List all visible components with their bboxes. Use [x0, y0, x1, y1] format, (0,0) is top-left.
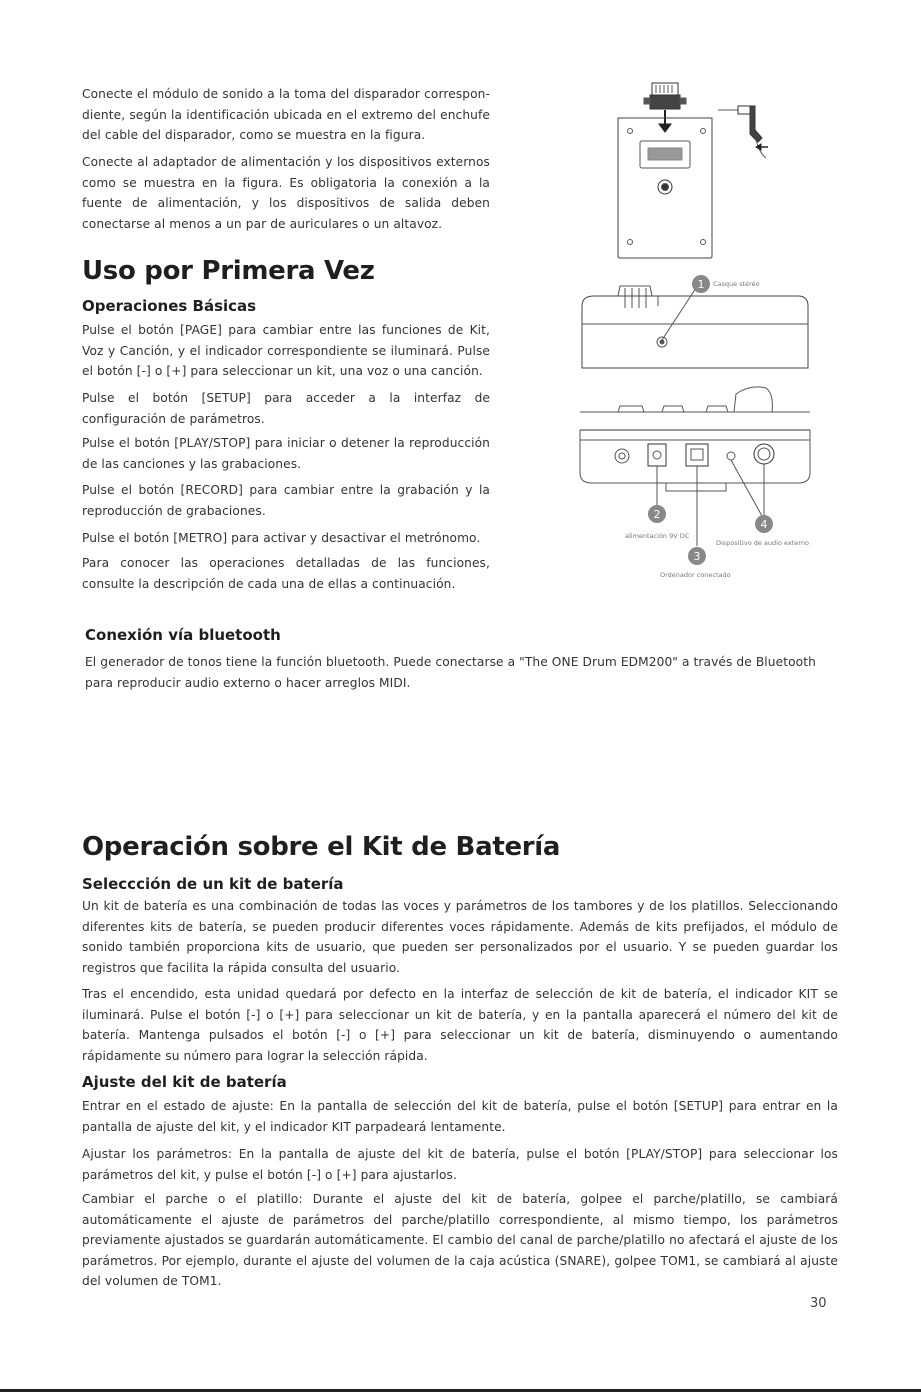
bottom-rule	[0, 1389, 921, 1392]
basic-ops-paragraph-2: Pulse el botón [SETUP] para acceder a la interfaz de configuración de parámetros.	[82, 391, 490, 426]
section-title-kit-operation: Operación sobre el Kit de Batería	[82, 832, 561, 862]
intro-paragraph-1: Conecte el módulo de sonido a la toma del disparador correspon-diente, según la identificación ubicada en el extremo del enchufe del cable del disparador, como se muestra en la figura.	[82, 87, 490, 142]
kit-selection-paragraph-1: Un kit de batería es una combinación de todas las voces y parámetros de los tambores y de los platillos. Seleccionando diferentes kits de batería, se pueden producir diferentes voces rápidamente. Además de kits prefijados, el módulo de sonido también proporciona kits de usuario, que pueden ser personalizados por el usuario. Y se pueden guardar los registros que facilita la rápida consulta del usuario.	[82, 899, 838, 975]
audio-plug-icon	[718, 106, 768, 158]
svg-text:Casque stéréo: Casque stéréo	[713, 280, 760, 288]
kit-selection-paragraph-2: Tras el encendido, esta unidad quedará por defecto en la interfaz de selección de kit de batería, el indicador KIT se iluminará. Pulse el botón [-] o [+] para seleccionar un kit de batería, y en la pantalla aparecerá el número del kit de batería. Mantenga pulsados el botón [-] o [+] para seleccionar un kit de batería, disminuyendo o aumentando rápidamente su número para lograr la selección rápida.	[82, 987, 838, 1063]
connection-diagram	[570, 78, 830, 588]
svg-text:4: 4	[760, 518, 768, 531]
callout-1	[692, 275, 760, 293]
basic-ops-paragraph-5: Pulse el botón [METRO] para activar y desactivar el metrónomo.	[82, 531, 481, 545]
bluetooth-paragraph: El generador de tonos tiene la función bluetooth. Puede conectarse a "The ONE Drum EDM200" a través de Bluetooth para reproducir audio externo o hacer arreglos MIDI.	[85, 655, 816, 690]
callout-3	[660, 547, 731, 579]
intro-paragraph-2: Conecte al adaptador de alimentación y los dispositivos externos como se muestra en la figura. Es obligatoria la conexión a la fuente de alimentación, y los dispositivos de salida deben conectarse al menos a un par de auriculares o un altavoz.	[82, 155, 490, 231]
kit-adjust-paragraph-3: Cambiar el parche o el platillo: Durante el ajuste del kit de batería, golpee el parche/platillo, se cambiará automáticamente el ajuste de parámetros del parche/platillo correspondiente, al mismo tiempo, los parámetros previamente ajustados se guardarán automáticamente. El cambio del canal de parche/platillo no afectará el ajuste de los parámetros. Por ejemplo, durante el ajuste del volumen de la caja acústica (SNARE), golpee TOM1, se cambiará al ajuste del volumen de TOM1.	[82, 1192, 838, 1288]
subsection-title-kit-adjust: Ajuste del kit de batería	[82, 1073, 287, 1091]
svg-text:alimentación 9V DC: alimentación 9V DC	[625, 532, 690, 540]
svg-text:3: 3	[693, 550, 701, 563]
section-title-first-use: Uso por Primera Vez	[82, 256, 375, 286]
trigger-connector-icon	[644, 83, 686, 132]
basic-ops-paragraph-3: Pulse el botón [PLAY/STOP] para iniciar o detener la reproducción de las canciones y las grabaciones.	[82, 436, 490, 471]
callout-2	[625, 505, 690, 540]
basic-ops-paragraph-4: Pulse el botón [RECORD] para cambiar entre la grabación y la reproducción de grabaciones.	[82, 483, 490, 518]
subsection-title-bluetooth: Conexión vía bluetooth	[85, 626, 281, 644]
subsection-title-basic-ops: Operaciones Básicas	[82, 297, 257, 315]
svg-text:Dispositivo de audio externo: Dispositivo de audio externo	[716, 539, 809, 547]
svg-text:1: 1	[697, 278, 705, 291]
basic-ops-paragraph-1: Pulse el botón [PAGE] para cambiar entre las funciones de Kit, Voz y Canción, y el indicador correspondiente se iluminará. Pulse el botón [-] o [+] para seleccionar un kit, una voz o una canción.	[82, 323, 490, 378]
subsection-title-kit-selection: Seleccción de un kit de batería	[82, 875, 344, 893]
svg-text:2: 2	[653, 508, 661, 521]
svg-text:Ordenador conectado: Ordenador conectado	[660, 571, 731, 579]
kit-adjust-paragraph-1: Entrar en el estado de ajuste: En la pantalla de selección del kit de batería, pulse el botón [SETUP] para entrar en la pantalla de ajuste del kit, y el indicador KIT parpadeará lentamente.	[82, 1099, 838, 1134]
page-number: 30	[810, 1296, 827, 1311]
kit-adjust-paragraph-2: Ajustar los parámetros: En la pantalla de ajuste del kit de batería, pulse el botón [PLAY/STOP] para seleccionar los parámetros del kit, y pulse el botón [-] o [+] para ajustarlos.	[82, 1147, 838, 1182]
callout-4	[716, 515, 809, 547]
basic-ops-paragraph-6: Para conocer las operaciones detalladas de las funciones, consulte la descripción de cada una de ellas a continuación.	[82, 556, 490, 591]
